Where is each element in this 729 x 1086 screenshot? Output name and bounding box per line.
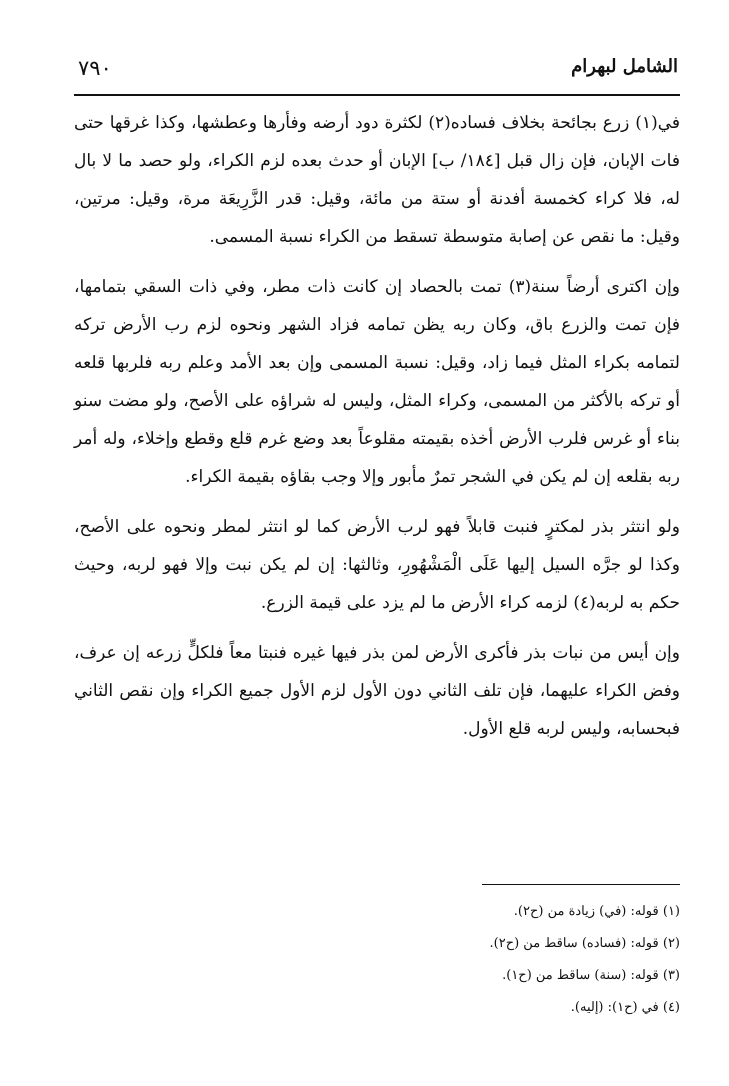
paragraph-2: وإن اكترى أرضاً سنة(٣) تمت بالحصاد إن كانت ذات مطر، وفي ذات السقي بتمامها، فإن تمت والزرع باق، وكان ربه يظن تمامه فزاد الشهر ونحوه لزم رب الأرض تركه لتمامه بكراء المثل فيما زاد، وقيل: نسبة المسمى وإن بعد الأمد وعلم ربه فلربها قلعه أو تركه بالأكثر من المسمى، وكراء المثل، وليس له شراؤه على الأصح، ولو مضت سنو بناء أو غرس فلرب الأرض أخذه بقيمته مقلوعاً بعد وضع غرم قلع وقطع وإخلاء، وله أمر ربه بقلعه إن لم يكن في الشجر تمرٌ مأبور وإلا وجب بقاؤه بقيمة الكراء. [74, 277, 680, 487]
page-header [78, 56, 678, 90]
running-title: الشامل لبهرام [571, 56, 678, 77]
header-rule [74, 94, 680, 96]
footnote-4: (٤) في (ح١): (إليه). [570, 1000, 680, 1015]
main-text [74, 104, 680, 760]
footnote-1: (١) قوله: (في) زيادة من (ح٢). [513, 904, 680, 919]
paragraph-3: ولو انتثر بذر لمكترٍ فنبت قابلاً فهو لرب الأرض كما لو انتثر لمطر ونحوه على الأصح، وكذا لو جرَّه السيل إليها عَلَى الْمَشْهُورِ، وثالثها: إن لم يكن نبت وإلا فهو لربه، وحيث حكم به لربه(٤) لزمه كراء الأرض ما لم يزد على قيمة الزرع. [74, 517, 680, 613]
paragraph-1: في(١) زرع بجائحة بخلاف فساده(٢) لكثرة دود أرضه وفأرها وعطشها، وكذا غرقها حتى فات الإبان، فإن زال قبل [١٨٤/ ب] الإبان أو حدث بعده لزم الكراء، ولو حصد ما لا بال له، فلا كراء كخمسة أفدنة أو ستة من مائة، وقيل: قدر الزَّرِيعَة مرة، وقيل: مرتين، وقيل: ما نقص عن إصابة متوسطة تسقط من الكراء نسبة المسمى. [74, 113, 680, 247]
footnote-rule [482, 884, 680, 885]
paragraph-4: وإن أيس من نبات بذر فأكرى الأرض لمن بذر فيها غيره فنبتا معاً فلكلٍّ زرعه إن عرف، وفض الكراء عليهما، فإن تلف الثاني دون الأول لزم الأول جميع الكراء وإن نقص الثاني فبحسابه، وليس لربه قلع الأول. [74, 643, 680, 739]
footnote-2: (٢) قوله: (فساده) ساقط من (ح٢). [489, 936, 680, 951]
page-number: ٧٩٠ [78, 56, 112, 80]
footnote-3: (٣) قوله: (سنة) ساقط من (ح١). [502, 968, 680, 983]
footnotes [260, 896, 680, 1024]
